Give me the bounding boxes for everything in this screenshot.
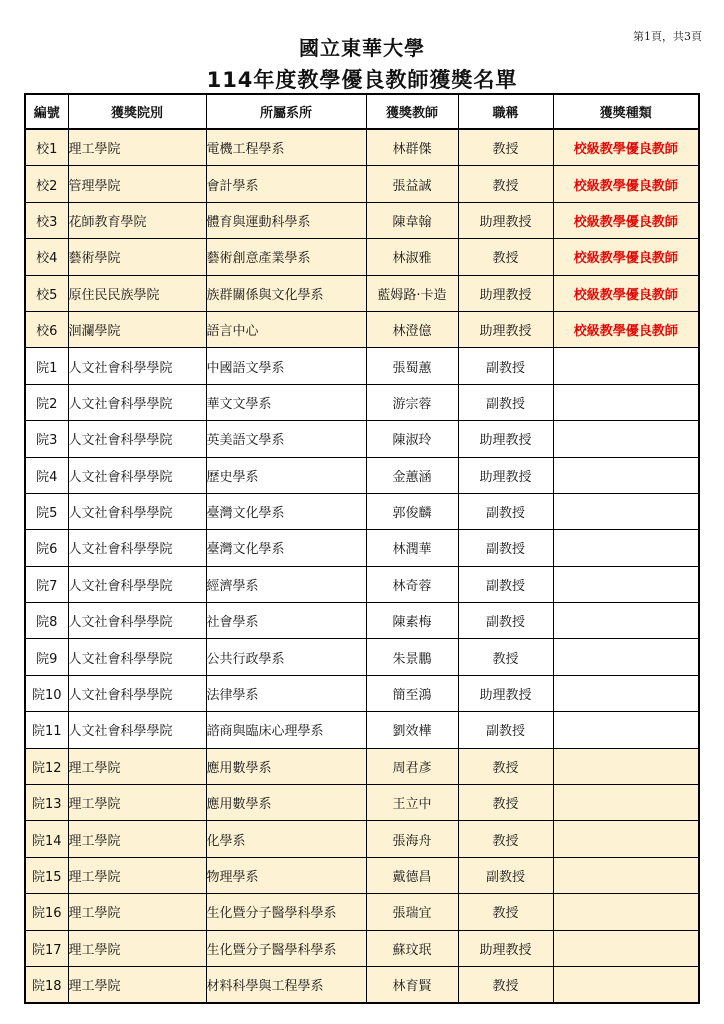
cell-award-type [553,785,699,821]
cell-job-title: 教授 [458,639,553,675]
cell-department: 法律學系 [206,675,366,711]
cell-teacher: 郭俊麟 [366,493,458,529]
table-row [25,894,699,930]
cell-college: 人文社會科學學院 [68,384,206,420]
cell-teacher: 林奇蓉 [366,566,458,602]
column-header-id: 編號 [25,94,68,129]
cell-job-title: 副教授 [458,384,553,420]
cell-teacher: 陳韋翰 [366,202,458,238]
cell-job-title: 教授 [458,129,553,166]
cell-job-title: 副教授 [458,530,553,566]
cell-department: 中國語文學系 [206,348,366,384]
cell-department: 臺灣文化學系 [206,493,366,529]
cell-department: 應用數學系 [206,785,366,821]
cell-id: 校2 [25,166,68,202]
cell-id: 院7 [25,566,68,602]
cell-department: 臺灣文化學系 [206,530,366,566]
cell-award-type [553,457,699,493]
cell-college: 洄瀾學院 [68,311,206,347]
cell-job-title: 副教授 [458,712,553,748]
cell-college: 人文社會科學學院 [68,566,206,602]
cell-award-type [553,894,699,930]
cell-department: 華文文學系 [206,384,366,420]
table-row [25,566,699,602]
cell-job-title: 副教授 [458,566,553,602]
cell-college: 花師教育學院 [68,202,206,238]
cell-job-title: 副教授 [458,493,553,529]
cell-id: 院18 [25,966,68,1003]
table-row [25,603,699,639]
cell-job-title: 助理教授 [458,275,553,311]
cell-college: 人文社會科學學院 [68,493,206,529]
cell-award-type: 校級教學優良教師 [553,202,699,238]
cell-id: 校1 [25,129,68,166]
cell-teacher: 王立中 [366,785,458,821]
cell-teacher: 林淑雅 [366,239,458,275]
table-row [25,930,699,966]
cell-job-title: 助理教授 [458,930,553,966]
cell-college: 人文社會科學學院 [68,348,206,384]
cell-award-type [553,348,699,384]
cell-id: 院5 [25,493,68,529]
page-indicator: 第1頁，共3頁 [633,30,702,43]
cell-college: 人文社會科學學院 [68,603,206,639]
cell-department: 應用數學系 [206,748,366,784]
cell-department: 電機工程學系 [206,129,366,166]
cell-id: 院16 [25,894,68,930]
cell-job-title: 教授 [458,166,553,202]
cell-id: 院4 [25,457,68,493]
cell-id: 院17 [25,930,68,966]
table-row [25,966,699,1003]
cell-id: 院6 [25,530,68,566]
cell-department: 社會學系 [206,603,366,639]
cell-award-type [553,857,699,893]
cell-college: 人文社會科學學院 [68,639,206,675]
table-row [25,457,699,493]
cell-id: 校5 [25,275,68,311]
table-header-row [25,94,699,129]
cell-award-type [553,712,699,748]
cell-job-title: 助理教授 [458,311,553,347]
cell-teacher: 林潤華 [366,530,458,566]
cell-id: 院14 [25,821,68,857]
cell-id: 院15 [25,857,68,893]
cell-college: 理工學院 [68,857,206,893]
table-row [25,821,699,857]
cell-department: 公共行政學系 [206,639,366,675]
cell-college: 理工學院 [68,785,206,821]
cell-department: 經濟學系 [206,566,366,602]
table-row [25,129,699,166]
column-header-department: 所屬系所 [206,94,366,129]
cell-college: 人文社會科學學院 [68,712,206,748]
cell-teacher: 簡至鴻 [366,675,458,711]
cell-teacher: 林育賢 [366,966,458,1003]
cell-id: 院9 [25,639,68,675]
cell-award-type [553,930,699,966]
table-row [25,857,699,893]
cell-teacher: 劉效樺 [366,712,458,748]
cell-teacher: 林群傑 [366,129,458,166]
cell-department: 語言中心 [206,311,366,347]
cell-department: 歷史學系 [206,457,366,493]
cell-teacher: 藍姆路·卡造 [366,275,458,311]
cell-job-title: 教授 [458,894,553,930]
cell-id: 校6 [25,311,68,347]
column-header-job-title: 職稱 [458,94,553,129]
cell-department: 藝術創意產業學系 [206,239,366,275]
table-row [25,530,699,566]
column-header-teacher: 獲獎教師 [366,94,458,129]
cell-job-title: 助理教授 [458,421,553,457]
cell-award-type [553,530,699,566]
cell-department: 生化暨分子醫學科學系 [206,894,366,930]
cell-teacher: 林澄億 [366,311,458,347]
cell-job-title: 助理教授 [458,202,553,238]
cell-id: 院10 [25,675,68,711]
cell-college: 理工學院 [68,748,206,784]
cell-department: 生化暨分子醫學科學系 [206,930,366,966]
cell-job-title: 助理教授 [458,457,553,493]
cell-id: 院8 [25,603,68,639]
cell-college: 管理學院 [68,166,206,202]
table-row [25,639,699,675]
table-row [25,785,699,821]
cell-award-type [553,821,699,857]
cell-college: 理工學院 [68,129,206,166]
cell-teacher: 游宗蓉 [366,384,458,420]
cell-award-type [553,966,699,1003]
table-row [25,384,699,420]
column-header-college: 獲獎院別 [68,94,206,129]
cell-teacher: 金蕙涵 [366,457,458,493]
table-row [25,748,699,784]
cell-award-type [553,748,699,784]
column-header-award-type: 獲獎種類 [553,94,699,129]
cell-teacher: 蘇玟珉 [366,930,458,966]
table-row [25,311,699,347]
cell-teacher: 張海舟 [366,821,458,857]
cell-award-type: 校級教學優良教師 [553,275,699,311]
cell-award-type: 校級教學優良教師 [553,239,699,275]
cell-teacher: 周君彥 [366,748,458,784]
cell-id: 院3 [25,421,68,457]
cell-college: 人文社會科學學院 [68,457,206,493]
cell-department: 諮商與臨床心理學系 [206,712,366,748]
cell-award-type [553,675,699,711]
cell-job-title: 副教授 [458,603,553,639]
table-row [25,202,699,238]
cell-teacher: 朱景鵬 [366,639,458,675]
table-row [25,421,699,457]
cell-award-type [553,384,699,420]
table-row [25,166,699,202]
cell-college: 人文社會科學學院 [68,421,206,457]
cell-college: 理工學院 [68,930,206,966]
cell-id: 校3 [25,202,68,238]
cell-teacher: 陳素梅 [366,603,458,639]
cell-college: 藝術學院 [68,239,206,275]
cell-college: 人文社會科學學院 [68,530,206,566]
cell-award-type: 校級教學優良教師 [553,311,699,347]
table-body [25,129,699,1003]
table-row [25,493,699,529]
table-row [25,275,699,311]
cell-department: 體育與運動科學系 [206,202,366,238]
cell-id: 院13 [25,785,68,821]
cell-job-title: 教授 [458,821,553,857]
cell-award-type: 校級教學優良教師 [553,166,699,202]
cell-job-title: 教授 [458,239,553,275]
award-table [24,93,700,1004]
cell-job-title: 助理教授 [458,675,553,711]
cell-department: 族群關係與文化學系 [206,275,366,311]
cell-award-type [553,566,699,602]
cell-teacher: 陳淑玲 [366,421,458,457]
cell-college: 原住民民族學院 [68,275,206,311]
table-row [25,348,699,384]
university-title: 國立東華大學 [299,36,425,60]
cell-award-type [553,639,699,675]
cell-department: 會計學系 [206,166,366,202]
cell-id: 院11 [25,712,68,748]
table-row [25,712,699,748]
cell-id: 院1 [25,348,68,384]
cell-college: 理工學院 [68,966,206,1003]
cell-department: 物理學系 [206,857,366,893]
cell-id: 院12 [25,748,68,784]
cell-teacher: 張蜀蕙 [366,348,458,384]
cell-award-type [553,493,699,529]
cell-department: 英美語文學系 [206,421,366,457]
cell-department: 化學系 [206,821,366,857]
cell-job-title: 教授 [458,966,553,1003]
cell-college: 理工學院 [68,894,206,930]
cell-id: 校4 [25,239,68,275]
cell-teacher: 張瑞宜 [366,894,458,930]
cell-department: 材料科學與工程學系 [206,966,366,1003]
cell-teacher: 張益誠 [366,166,458,202]
cell-job-title: 副教授 [458,857,553,893]
cell-award-type: 校級教學優良教師 [553,129,699,166]
cell-teacher: 戴德昌 [366,857,458,893]
cell-id: 院2 [25,384,68,420]
cell-college: 理工學院 [68,821,206,857]
list-title: 114年度教學優良教師獲獎名單 [206,68,518,92]
cell-award-type [553,421,699,457]
cell-college: 人文社會科學學院 [68,675,206,711]
cell-job-title: 教授 [458,785,553,821]
cell-award-type [553,603,699,639]
cell-job-title: 教授 [458,748,553,784]
table-row [25,239,699,275]
table-row [25,675,699,711]
cell-job-title: 副教授 [458,348,553,384]
